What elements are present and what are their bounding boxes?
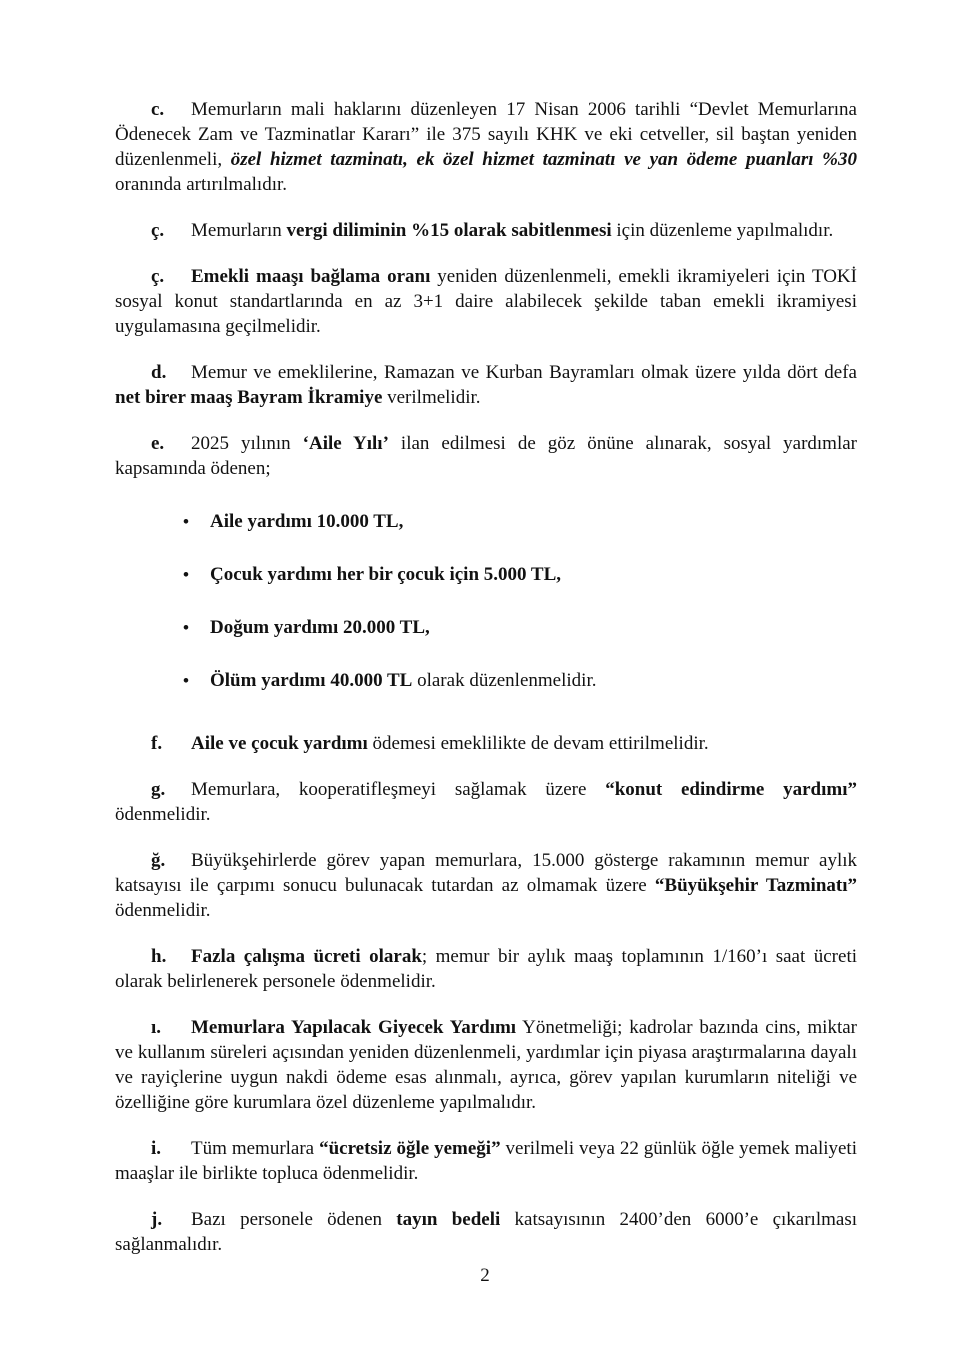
text-run: 2025 yılının	[191, 433, 303, 454]
paragraph-14	[115, 1015, 857, 1115]
text-run: Memurların	[191, 220, 287, 241]
item-label: ğ.	[151, 850, 166, 871]
paragraph-13	[115, 944, 857, 994]
text-run: “Büyükşehir Tazminatı”	[654, 875, 857, 896]
bullet-icon: •	[183, 671, 189, 690]
item-label: c.	[151, 99, 165, 120]
text-run: ödenmelidir.	[115, 804, 211, 825]
text-run: ödenmelidir.	[115, 900, 211, 921]
text-run: katsayısının 2400’den 6000’e çıkarılması sağlanmalıdır.	[115, 1209, 858, 1255]
text-run: özel hizmet tazminatı, ek özel hizmet tazminatı ve yan ödeme puanları %30	[230, 149, 857, 170]
paragraph-15	[115, 1136, 857, 1186]
paragraph-3	[115, 264, 857, 339]
text-run: Büyükşehirlerde görev yapan memurlara, 15.000 gösterge rakamının memur aylık katsayısı ile çarpımı sonucu bulunacak tutardan az olmamak üzere	[115, 850, 857, 896]
text-run: ilan edilmesi de göz önüne alınarak, sosyal yardımlar kapsamında ödenen;	[115, 433, 857, 479]
text-run: verilmeli veya 22 günlük öğle yemek maliyeti maaşlar ile birlikte topluca ödenmelidir.	[115, 1138, 857, 1184]
text-run: ödemesi emeklilikte de devam ettirilmelidir.	[367, 733, 709, 754]
item-label: ç.	[151, 266, 165, 287]
paragraph-11	[115, 777, 857, 827]
text-run: Doğum yardımı 20.000 TL,	[210, 617, 430, 638]
item-label: e.	[151, 433, 165, 454]
text-run: Fazla çalışma ücreti olarak	[191, 946, 422, 967]
text-run: için düzenleme yapılmalıdır.	[611, 220, 834, 241]
text-run: Tüm memurlara	[191, 1138, 320, 1159]
bullet-icon: •	[183, 512, 189, 531]
text-run: olarak düzenlenmelidir.	[412, 670, 597, 691]
item-label: ı.	[151, 1017, 162, 1038]
text-run: net birer maaş Bayram İkramiye	[115, 387, 383, 408]
list-item	[183, 668, 857, 693]
text-run: ; memur bir aylık maaş toplamının 1/160’ı saat ücreti olarak belirlenerek personele ödenmelidir.	[115, 946, 857, 992]
paragraph-1	[115, 97, 857, 197]
item-label: h.	[151, 946, 167, 967]
list-item	[183, 509, 857, 534]
text-run: Yönetmeliği; kadrolar bazında cins, miktar ve kullanım süreleri açısından yeniden düzenlenmeli, yardımlar için piyasa araştırmalarına dayalı ve rayiçlerine uygun nakdi ödeme esas alınmalı, ayrıca, görev yapılan kurumların niteliği ve özelliğine göre kurumlara özel düzenleme yapılmalıdır.	[115, 1017, 857, 1113]
bullet-icon: •	[183, 565, 189, 584]
text-run: Emekli maaşı bağlama oranı	[191, 266, 431, 287]
list-item	[183, 615, 857, 640]
text-run: “konut edindirme yardımı”	[605, 779, 857, 800]
paragraph-4	[115, 360, 857, 410]
text-run: yeniden düzenlenmeli, emekli ikramiyeleri için TOKİ sosyal konut standartlarında en az 3+1 daire alabilecek şekilde taban emekli ikramiyesi uygulamasına geçilmelidir.	[115, 266, 857, 337]
text-run: vergi diliminin %15 olarak sabitlenmesi	[286, 220, 612, 241]
text-run: tayın bedeli	[396, 1209, 501, 1230]
text-run: Memurlara Yapılacak Giyecek Yardımı	[191, 1017, 517, 1038]
item-label: i.	[151, 1138, 162, 1159]
text-run: Bazı personele ödenen	[191, 1209, 397, 1230]
paragraph-10	[115, 731, 857, 756]
page-number: 2	[480, 1265, 490, 1286]
item-label: d.	[151, 362, 167, 383]
document-body	[115, 97, 857, 1257]
text-run: Çocuk yardımı her bir çocuk için 5.000 TL,	[210, 564, 562, 585]
text-run: Memurların mali haklarını düzenleyen 17 Nisan 2006 tarihli “Devlet Memurlarına Ödenecek Zam ve Tazminatlar Kararı” ile 375 sayılı KHK ve eki cetveller, sil baştan yeniden düzenlenmeli,	[115, 99, 857, 170]
item-label: ç.	[151, 220, 165, 241]
text-run: Memur ve emeklilerine, Ramazan ve Kurban Bayramları olmak üzere yılda dört defa	[191, 362, 857, 383]
text-run: “ücretsiz öğle yemeği”	[319, 1138, 501, 1159]
list-item	[183, 562, 857, 587]
paragraph-12	[115, 848, 857, 923]
text-run: oranında artırılmalıdır.	[115, 174, 288, 195]
text-run: Ölüm yardımı 40.000 TL	[210, 670, 413, 691]
paragraph-2	[115, 218, 857, 243]
text-run: Memurlara, kooperatifleşmeyi sağlamak üzere	[191, 779, 606, 800]
text-run: Aile ve çocuk yardımı	[191, 733, 368, 754]
text-run: Aile yardımı 10.000 TL,	[210, 511, 404, 532]
paragraph-16	[115, 1207, 857, 1257]
bullet-icon: •	[183, 618, 189, 637]
item-label: f.	[151, 733, 163, 754]
item-label: j.	[151, 1209, 163, 1230]
item-label: g.	[151, 779, 166, 800]
paragraph-5	[115, 431, 857, 481]
text-run: verilmelidir.	[382, 387, 481, 408]
text-run: ‘Aile Yılı’	[302, 433, 389, 454]
